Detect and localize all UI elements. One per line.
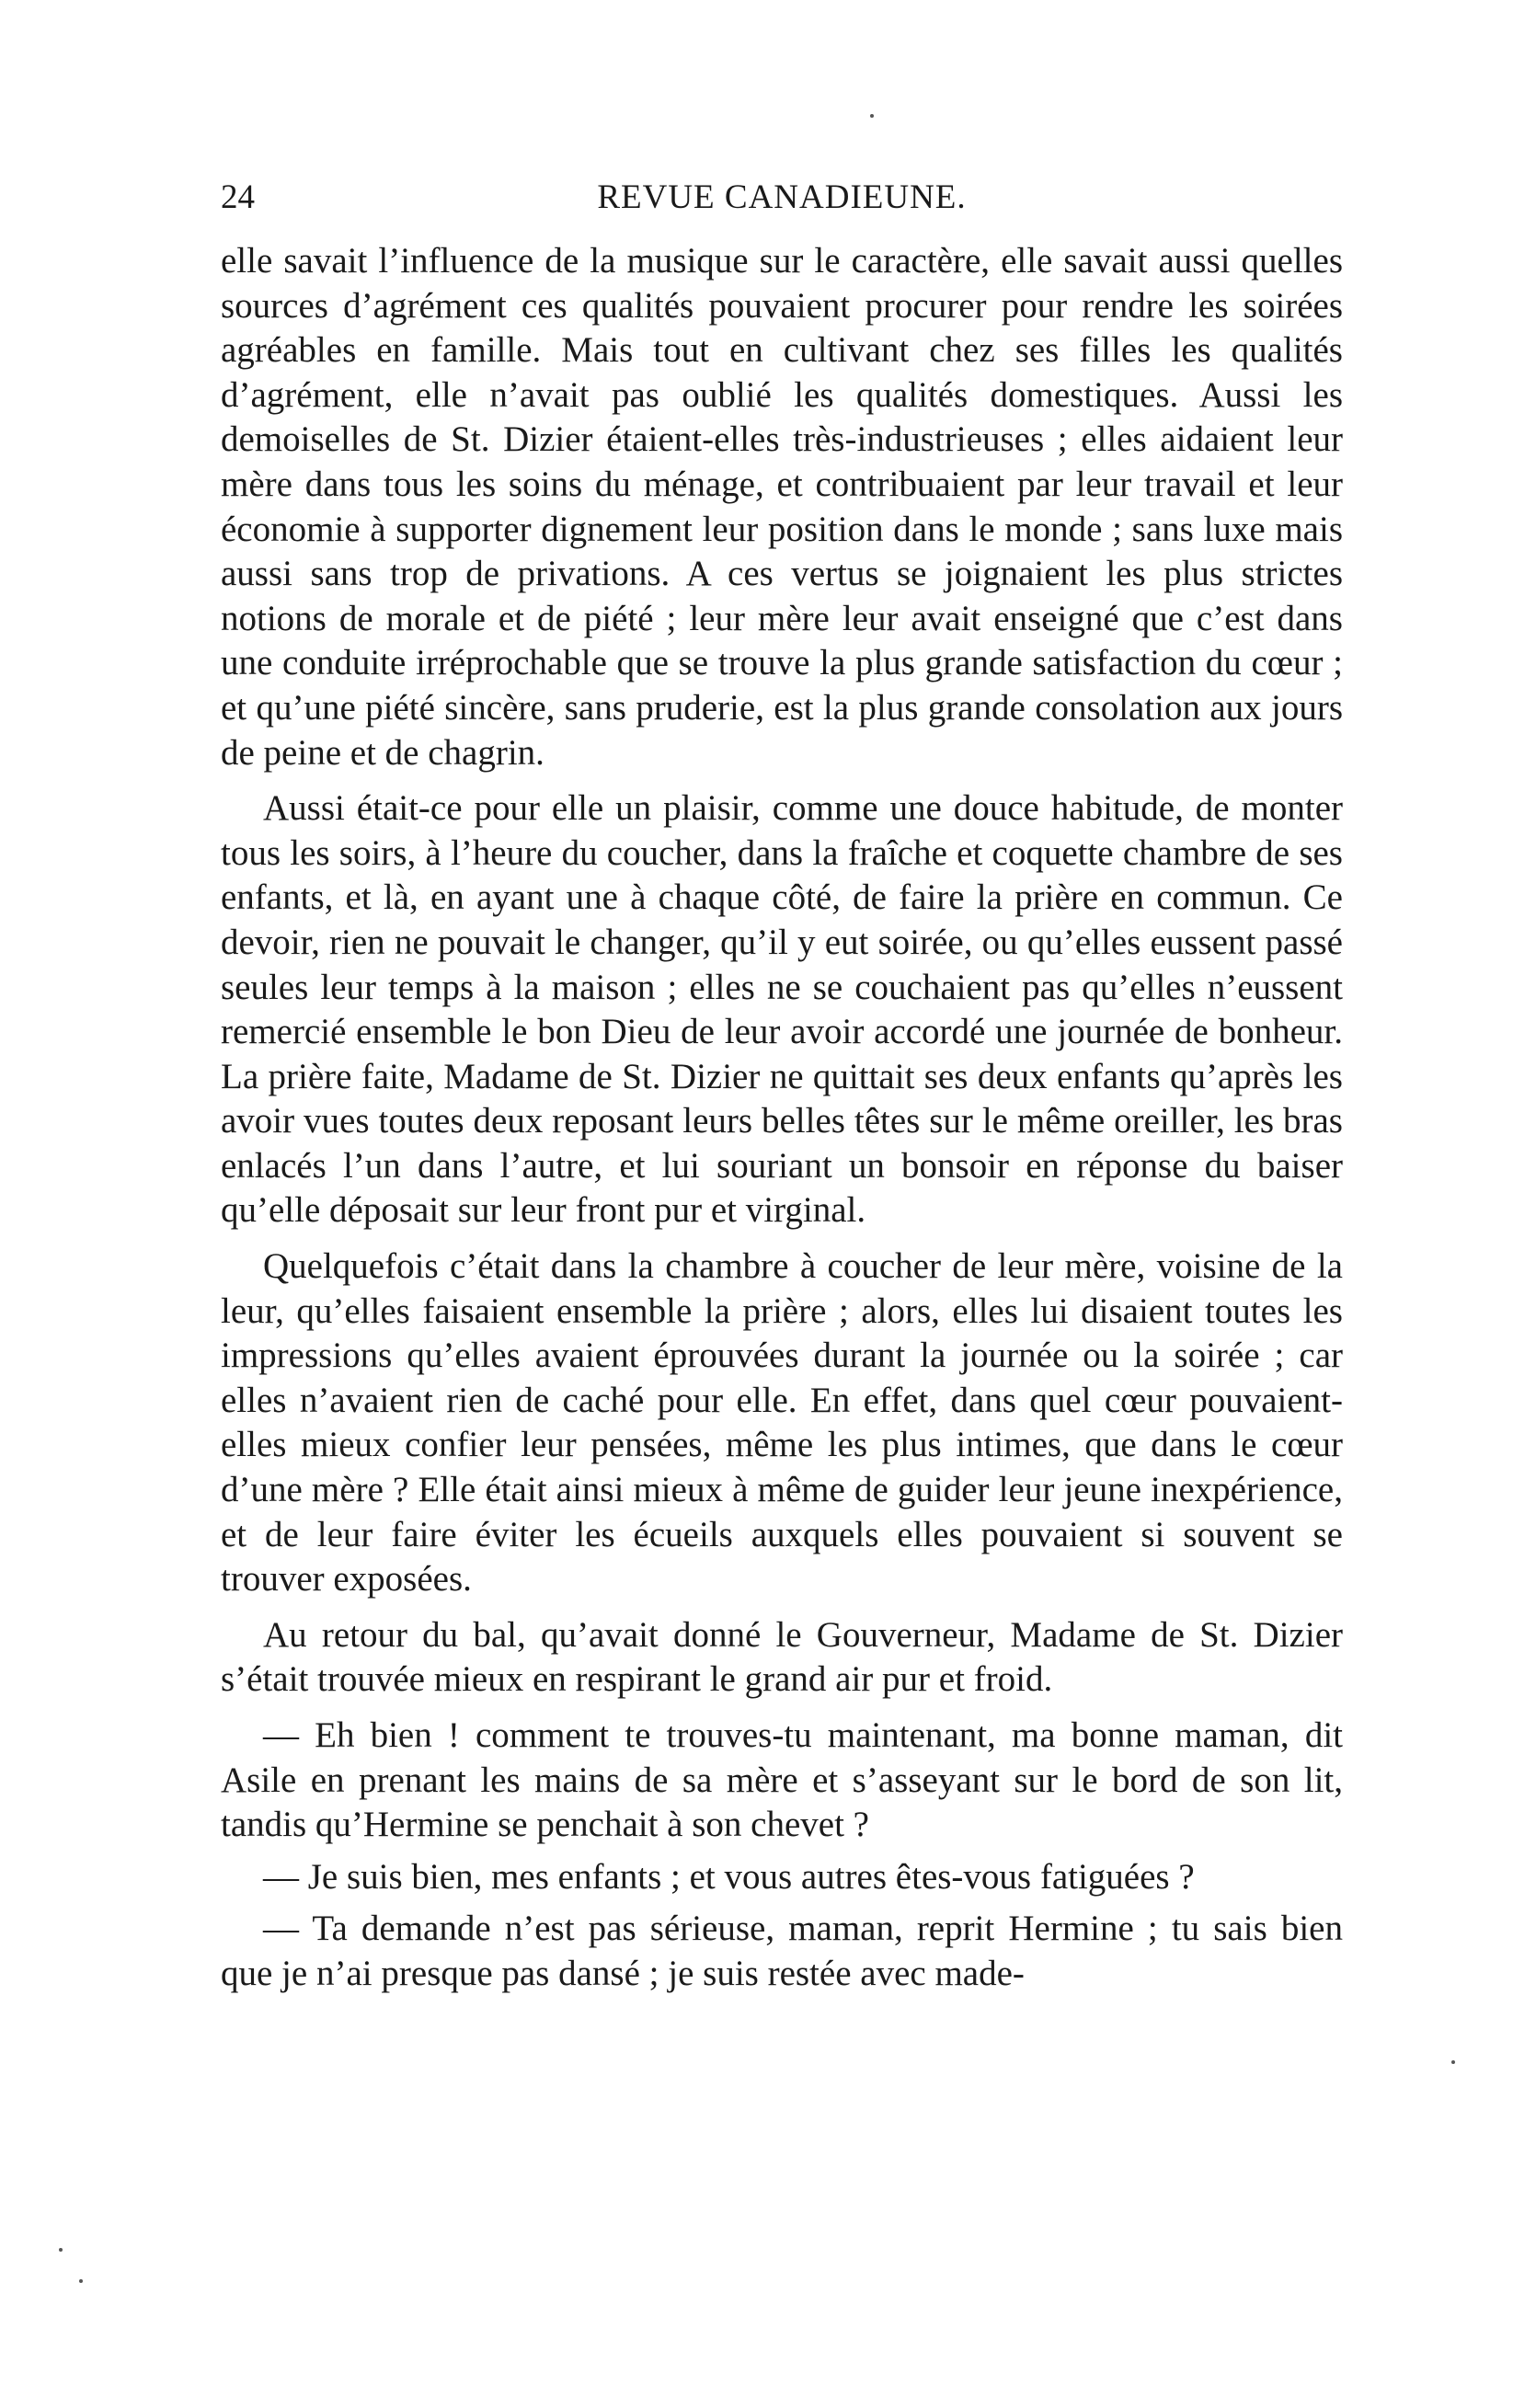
paragraph-continuation: elle savait l’influence de la musique sur le caractère, elle savait aussi quelles sources d’agrément ces qualités pouvaient procurer pour rendre les soirées agréables en famille. Mais tout en cultivant chez ses filles les qualités d’agrément, elle n’avait pas oublié les qualités domestiques. Aussi les demoiselles de St. Dizier étaient-elles très-industrieuses ; elles aidaient leur mère dans tous les soins du ménage, et contribuaient par leur travail et leur économie à supporter dignement leur position dans le monde ; sans luxe mais aussi sans trop de privations. A ces vertus se joignaient les plus strictes notions de morale et de piété ; leur mère leur avait enseigné que c’est dans une conduite irréprochable que se trouve la plus grande satisfaction du cœur ; et qu’une piété sincère, sans pruderie, est la plus grande consolation aux jours de peine et de chagrin. bbox=[221, 241, 1343, 773]
dialogue-line: — Ta demande n’est pas sérieuse, maman, reprit Hermine ; tu sais bien que je n’ai presque pas dansé ; je suis restée avec made- bbox=[221, 1909, 1343, 1993]
paragraph: Au retour du bal, qu’avait donné le Gouverneur, Madame de St. Dizier s’était trouvée mieux en respirant le grand air pur et froid. bbox=[221, 1614, 1343, 1700]
journal-title: REVUE CANADIEUNE. bbox=[597, 178, 967, 216]
book-page bbox=[221, 175, 1343, 2004]
scan-speck bbox=[59, 2248, 63, 2252]
page-number: 24 bbox=[221, 178, 255, 216]
dialogue-line: — Eh bien ! comment te trouves-tu maintenant, ma bonne maman, dit Asile en prenant les mains de sa mère et s’asseyant sur le bord de son lit, tandis qu’Hermine se penchait à son chevet ? bbox=[221, 1715, 1343, 1845]
running-head bbox=[221, 175, 1343, 221]
scan-speck bbox=[1451, 2060, 1455, 2064]
paragraph: Aussi était-ce pour elle un plaisir, comme une douce habitude, de monter tous les soirs, à l’heure du coucher, dans la fraîche et coquette chambre de ses enfants, et là, en ayant une à chaque côté, de faire la prière en commun. Ce devoir, rien ne pouvait le changer, qu’il y eut soirée, ou qu’elles eussent passé seules leur temps à la maison ; elles ne se couchaient pas qu’elles n’eussent remercié ensemble le bon Dieu de leur avoir accordé une journée de bonheur. La prière faite, Madame de St. Dizier ne quittait ses deux enfants qu’après les avoir vues toutes deux reposant leurs belles têtes sur le même oreiller, les bras enlacés l’un dans l’autre, et lui souriant un bonsoir en réponse du baiser qu’elle déposait sur leur front pur et virginal. bbox=[221, 788, 1343, 1231]
scan-speck bbox=[870, 114, 874, 118]
paragraph: Quelquefois c’était dans la chambre à coucher de leur mère, voisine de la leur, qu’elles faisaient ensemble la prière ; alors, elles lui disaient toutes les impressions qu’elles avaient éprouvées durant la journée ou la soirée ; car elles n’avaient rien de caché pour elle. En effet, dans quel cœur pouvaient-elles mieux confier leur pensées, même les plus intimes, que dans le cœur d’une mère ? Elle était ainsi mieux à même de guider leur jeune inexpérience, et de leur faire éviter les écueils auxquels elles pouvaient si souvent se trouver exposées. bbox=[221, 1246, 1343, 1600]
scan-speck bbox=[79, 2279, 83, 2283]
dialogue-line: — Je suis bien, mes enfants ; et vous autres êtes-vous fatiguées ? bbox=[263, 1856, 1195, 1897]
body-text bbox=[221, 239, 1343, 1997]
